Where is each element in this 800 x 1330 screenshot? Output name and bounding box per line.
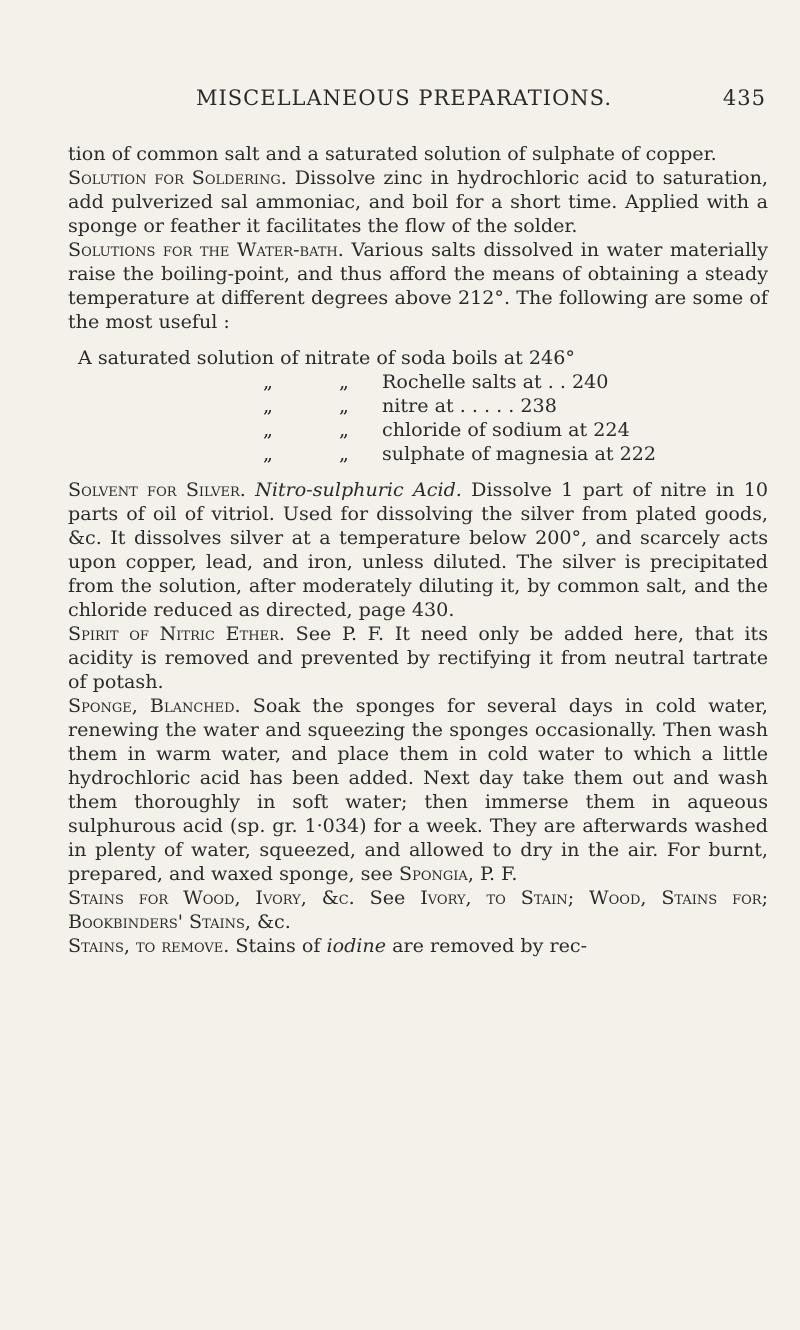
ditto-mark: „ [339, 394, 349, 417]
ditto-mark: „ [263, 442, 273, 465]
paragraph-continuation: tion of common salt and a saturated solution of sulphate of copper. [68, 142, 717, 165]
entry-text: Various salts dissolved in water materially raise the boiling-point, and thus afford the means of obtaining a steady temperature at different degrees above 212°. The following are some of the most useful : [68, 238, 768, 333]
entry-heading: Stains, to remove. [68, 934, 230, 957]
entry-text: Dissolve 1 part of nitre in 10 parts of oil of vitriol. Used for dissolving the silver from plated goods, &c. It dissolves silver at a temperature below 200°, and scarcely acts upon copper, lead, and iron, unless diluted. The silver is precipitated from the solution, after moderately diluting it, by common salt, and the chloride reduced as directed, page 430. [68, 478, 769, 621]
entry-stains-to-remove [68, 934, 768, 958]
cross-reference: Bookbinders' Stains [68, 910, 245, 933]
entry-solution-for-soldering [68, 166, 768, 238]
running-header [196, 86, 766, 118]
cross-reference: Spongia [399, 862, 468, 885]
table-row-text: A saturated solution of nitrate of soda boils at 246° [78, 346, 575, 369]
table-row [78, 370, 768, 394]
page-body [68, 142, 768, 958]
entry-heading: Sponge, Blanched. [68, 694, 241, 717]
ditto-mark: „ [263, 418, 273, 441]
table-row [78, 394, 768, 418]
entry-text: , P. F. [467, 862, 518, 885]
entry-solvent-for-silver [68, 478, 768, 622]
entry-text: Stains of [229, 934, 327, 957]
boiling-points-table [68, 346, 768, 466]
entry-text: Soak the sponges for several days in cold water, renewing the water and squeezing the sponges occasionally. Then wash them in warm water, and place them in cold water to which a little hydrochloric acid has been added. Next day take them out and wash them thoroughly in soft water; then immerse them in aqueous sulphurous acid (sp. gr. 1·034) for a week. They are afterwards washed in plenty of water, squeezed, and allowed to dry in the air. For burnt, prepared, and waxed sponge, see [68, 694, 768, 885]
entry-text: See P. F. It need only be added here, that its acidity is removed and prevented by rectifying it from neutral tartrate of potash. [68, 622, 768, 693]
ditto-mark: „ [339, 442, 349, 465]
entry-text: are removed by rec- [386, 934, 588, 957]
entry-sponge-blanched [68, 694, 768, 886]
entry-text: See [354, 886, 421, 909]
entry-heading: Spirit of Nitric Ether. [68, 622, 285, 645]
ditto-mark: „ [263, 394, 273, 417]
entry-solutions-water-bath [68, 238, 768, 334]
ditto-mark: „ [339, 418, 349, 441]
table-row-text: Rochelle salts at . . 240 [382, 370, 609, 393]
entry-heading: Solution for Soldering. [68, 166, 287, 189]
table-row-text: nitre at . . . . . 238 [382, 394, 557, 417]
cross-reference: Wood, Stains for [589, 886, 762, 909]
entry-text: , &c. [244, 910, 291, 933]
page-number: 435 [722, 86, 766, 110]
cross-reference: Ivory, to Stain [420, 886, 568, 909]
table-row-text: sulphate of magnesia at 222 [382, 442, 657, 465]
entry-text: Dissolve zinc in hydrochloric acid to saturation, add pulverized sal ammoniac, and boil for a short time. Applied with a sponge or feather it facilitates the flow of the solder. [68, 166, 768, 237]
entry-heading: Solvent for Silver. [68, 478, 246, 501]
entry-spirit-of-nitric-ether [68, 622, 768, 694]
table-row [78, 346, 768, 370]
table-row-text: chloride of sodium at 224 [382, 418, 630, 441]
ditto-mark: „ [339, 370, 349, 393]
entry-heading: Solutions for the Water-bath. [68, 238, 344, 261]
entry-emphasis: iodine [326, 934, 387, 957]
entry-heading: Stains for Wood, Ivory, &c. [68, 886, 355, 909]
table-row [78, 418, 768, 442]
entry-subheading: Nitro-sulphuric Acid. [245, 478, 462, 501]
entry-stains-for-wood: Stains for Wood, Ivory, &c. See Ivory, to Stain; Wood, Stains for; Bookbinders' Stains, &c. [68, 886, 768, 933]
running-title: MISCELLANEOUS PREPARATIONS. [196, 86, 612, 110]
ditto-mark: „ [263, 370, 273, 393]
table-row [78, 442, 768, 466]
